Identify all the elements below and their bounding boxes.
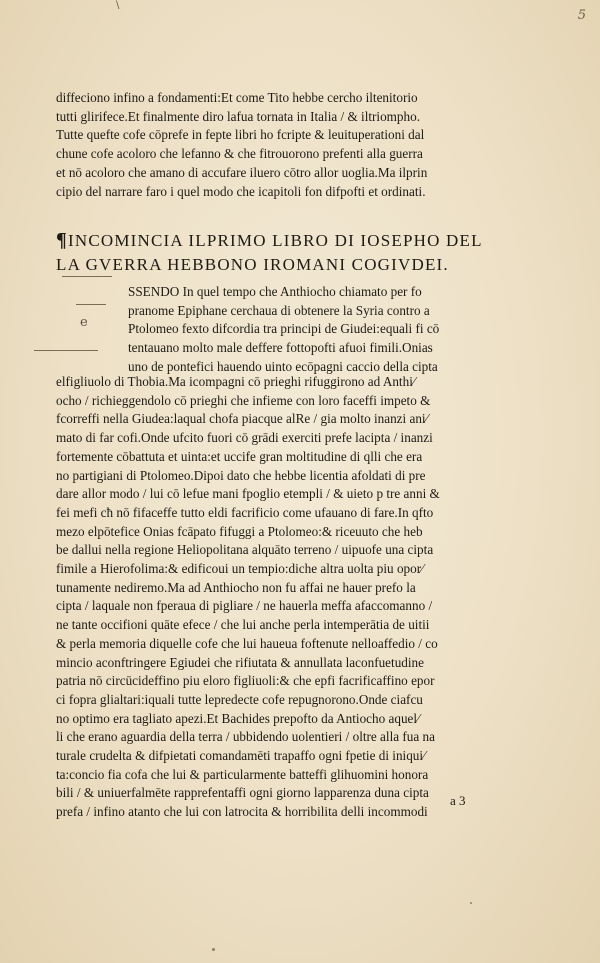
body-line: mato di far cofi.Onde ufcito fuori cō grādi exerciti prefe lacipta / inanzi [56, 430, 433, 446]
body-line: mezo elpōtefice Onias fcāpato fifuggi a Ptolomeo:& riceuuto che heb [56, 523, 423, 539]
body-first-line: Ptolomeo fexto difcordia tra principi de Giudei:equali fi cō [128, 321, 440, 337]
body-line: ne tante occifioni quāte efece / che lui anche perla intemperātia de uitii [56, 617, 430, 633]
body-line: elfigliuolo di Thobia.Ma icompagni cō prieghi rifuggirono ad Anthi⁄ [56, 374, 416, 389]
body-line: bili / & uniuerfalmēte rapprefentaffi ogni giorno lapparenza duna cipta [56, 785, 429, 801]
heading-text-1: INCOMINCIA ILPRIMO LIBRO DI IOSEPHO DEL [68, 231, 483, 250]
body-line: fcorreffi nella Giudea:laqual chofa piacque alRe / gia molto inanzi ani⁄ [56, 411, 428, 427]
body-line: patria nō circūcideffino piu eloro figliuoli:& che epfi facrificaffino epor [56, 673, 435, 689]
intro-line: chune cofe acoloro che lefanno & che fitrouorono prefenti alla guerra [56, 146, 423, 162]
body-line: ci fopra glialtari:iquali tutte lepredecte cofe repugnorono.Onde ciafcu [56, 691, 423, 707]
body-first-line: pranome Epiphane cerchaua di obtenere la Syria contro a [128, 302, 430, 318]
body-line: fimile a Hierofolima:& edificoui un tempio:diche altra uolta piu opor⁄ [56, 561, 424, 577]
body-line: no optimo era tagliato apezi.Et Bachides prepofto da Antiocho aquel⁄ [56, 710, 420, 726]
heading-line-2: LA GVERRA HEBBONO IROMANI COGIVDEI. [56, 255, 449, 274]
body-line: no partigiani di Ptolomeo.Dipoi dato che hebbe licentia afoldati di pre [56, 467, 426, 483]
intro-line: diffeciono infino a fondamenti:Et come Tito hebbe cercho iltenitorio [56, 90, 418, 105]
body-line: prefa / infino atanto che lui con latrocita & horribilita delli incommodi [56, 804, 428, 820]
body-first-lines [128, 283, 488, 377]
body-line: & perla memoria diquelle cofe che lui haueua foftenute nelloaffedio / co [56, 635, 438, 651]
signature-mark: a 3 [450, 793, 466, 808]
body-line: fei mefi cħ nō fifaceffe tutto eldi facrificio come ufauano di fare.In qfto [56, 504, 434, 520]
guide-rule-bottom [34, 350, 98, 351]
body-line: fortemente cōbattuta et uinta:et uccife gran moltitudine di qlli che era [56, 448, 423, 464]
body-line: cipta / laquale non fperaua di pigliare / ne hauerla meffa afaccomanno / [56, 598, 433, 614]
body-line: mincio aconftringere Egiudei che rifiutata & annullata laconfuetudine [56, 654, 425, 670]
guide-rule-top [62, 276, 112, 277]
guide-rule-middle [76, 304, 106, 305]
corner-mark: \ [116, 0, 120, 11]
body-line: tunamente nediremo.Ma ad Anthiocho non fu affai ne hauer prefo la [56, 579, 416, 595]
body-line: turale crudelta & difpietati comandamēti trapaffo ogni fpetie di iniqui⁄ [56, 748, 426, 764]
intro-paragraph [56, 89, 486, 201]
body-line: ta:concio fia cofa che lui & particularmente batteffi glihuomini honora [56, 766, 429, 782]
body-first-line: SSENDO In quel tempo che Anthiocho chiamato per fo [128, 284, 422, 299]
chapter-heading [56, 228, 486, 277]
folio-number: 5 [577, 8, 586, 23]
pilcrow-mark: ¶ [56, 229, 69, 251]
body-line: li che erano aguardia della terra / ubbidendo uolentieri / oltre alla fua na [56, 729, 435, 745]
heading-line-1 [56, 228, 486, 253]
paper-speck [212, 948, 215, 951]
body-first-line: tentauano molto male deffere fottopofti afuoi fimili.Onias [128, 340, 433, 356]
body-line: dare allor modo / lui cō lefue mani fpoglio etempli / & uieto p tre anni & [56, 486, 440, 502]
body-line: be dallui nella regione Heliopolitana alquāto terreno / uipuofe una cipta [56, 542, 434, 558]
intro-line: et nō acoloro che amano di accufare iluero cōtro allor uoglia.Ma ilprin [56, 164, 428, 180]
intro-line: Tutte quefte cofe cōprefe in fepte libri ho fcripte & leuituperationi dal [56, 127, 425, 143]
dropcap-guide-letter: e [80, 315, 88, 330]
intro-line: cipio del narrare faro i quel modo che icapitoli fon difpofti et ordinati. [56, 183, 426, 199]
dropcap-space [62, 270, 120, 352]
body-main-text [56, 373, 486, 822]
intro-line: tutti glirifece.Et finalmente diro lafua tornata in Italia / & iltriompho. [56, 108, 421, 124]
paper-speck [470, 902, 472, 904]
body-line: ocho / richieggendolo cō prieghi che infieme con loro faceffi impeto & [56, 392, 431, 408]
body-first-line: uno de pontefici hauendo uinto ecōpagni caccio della cipta [128, 358, 438, 374]
